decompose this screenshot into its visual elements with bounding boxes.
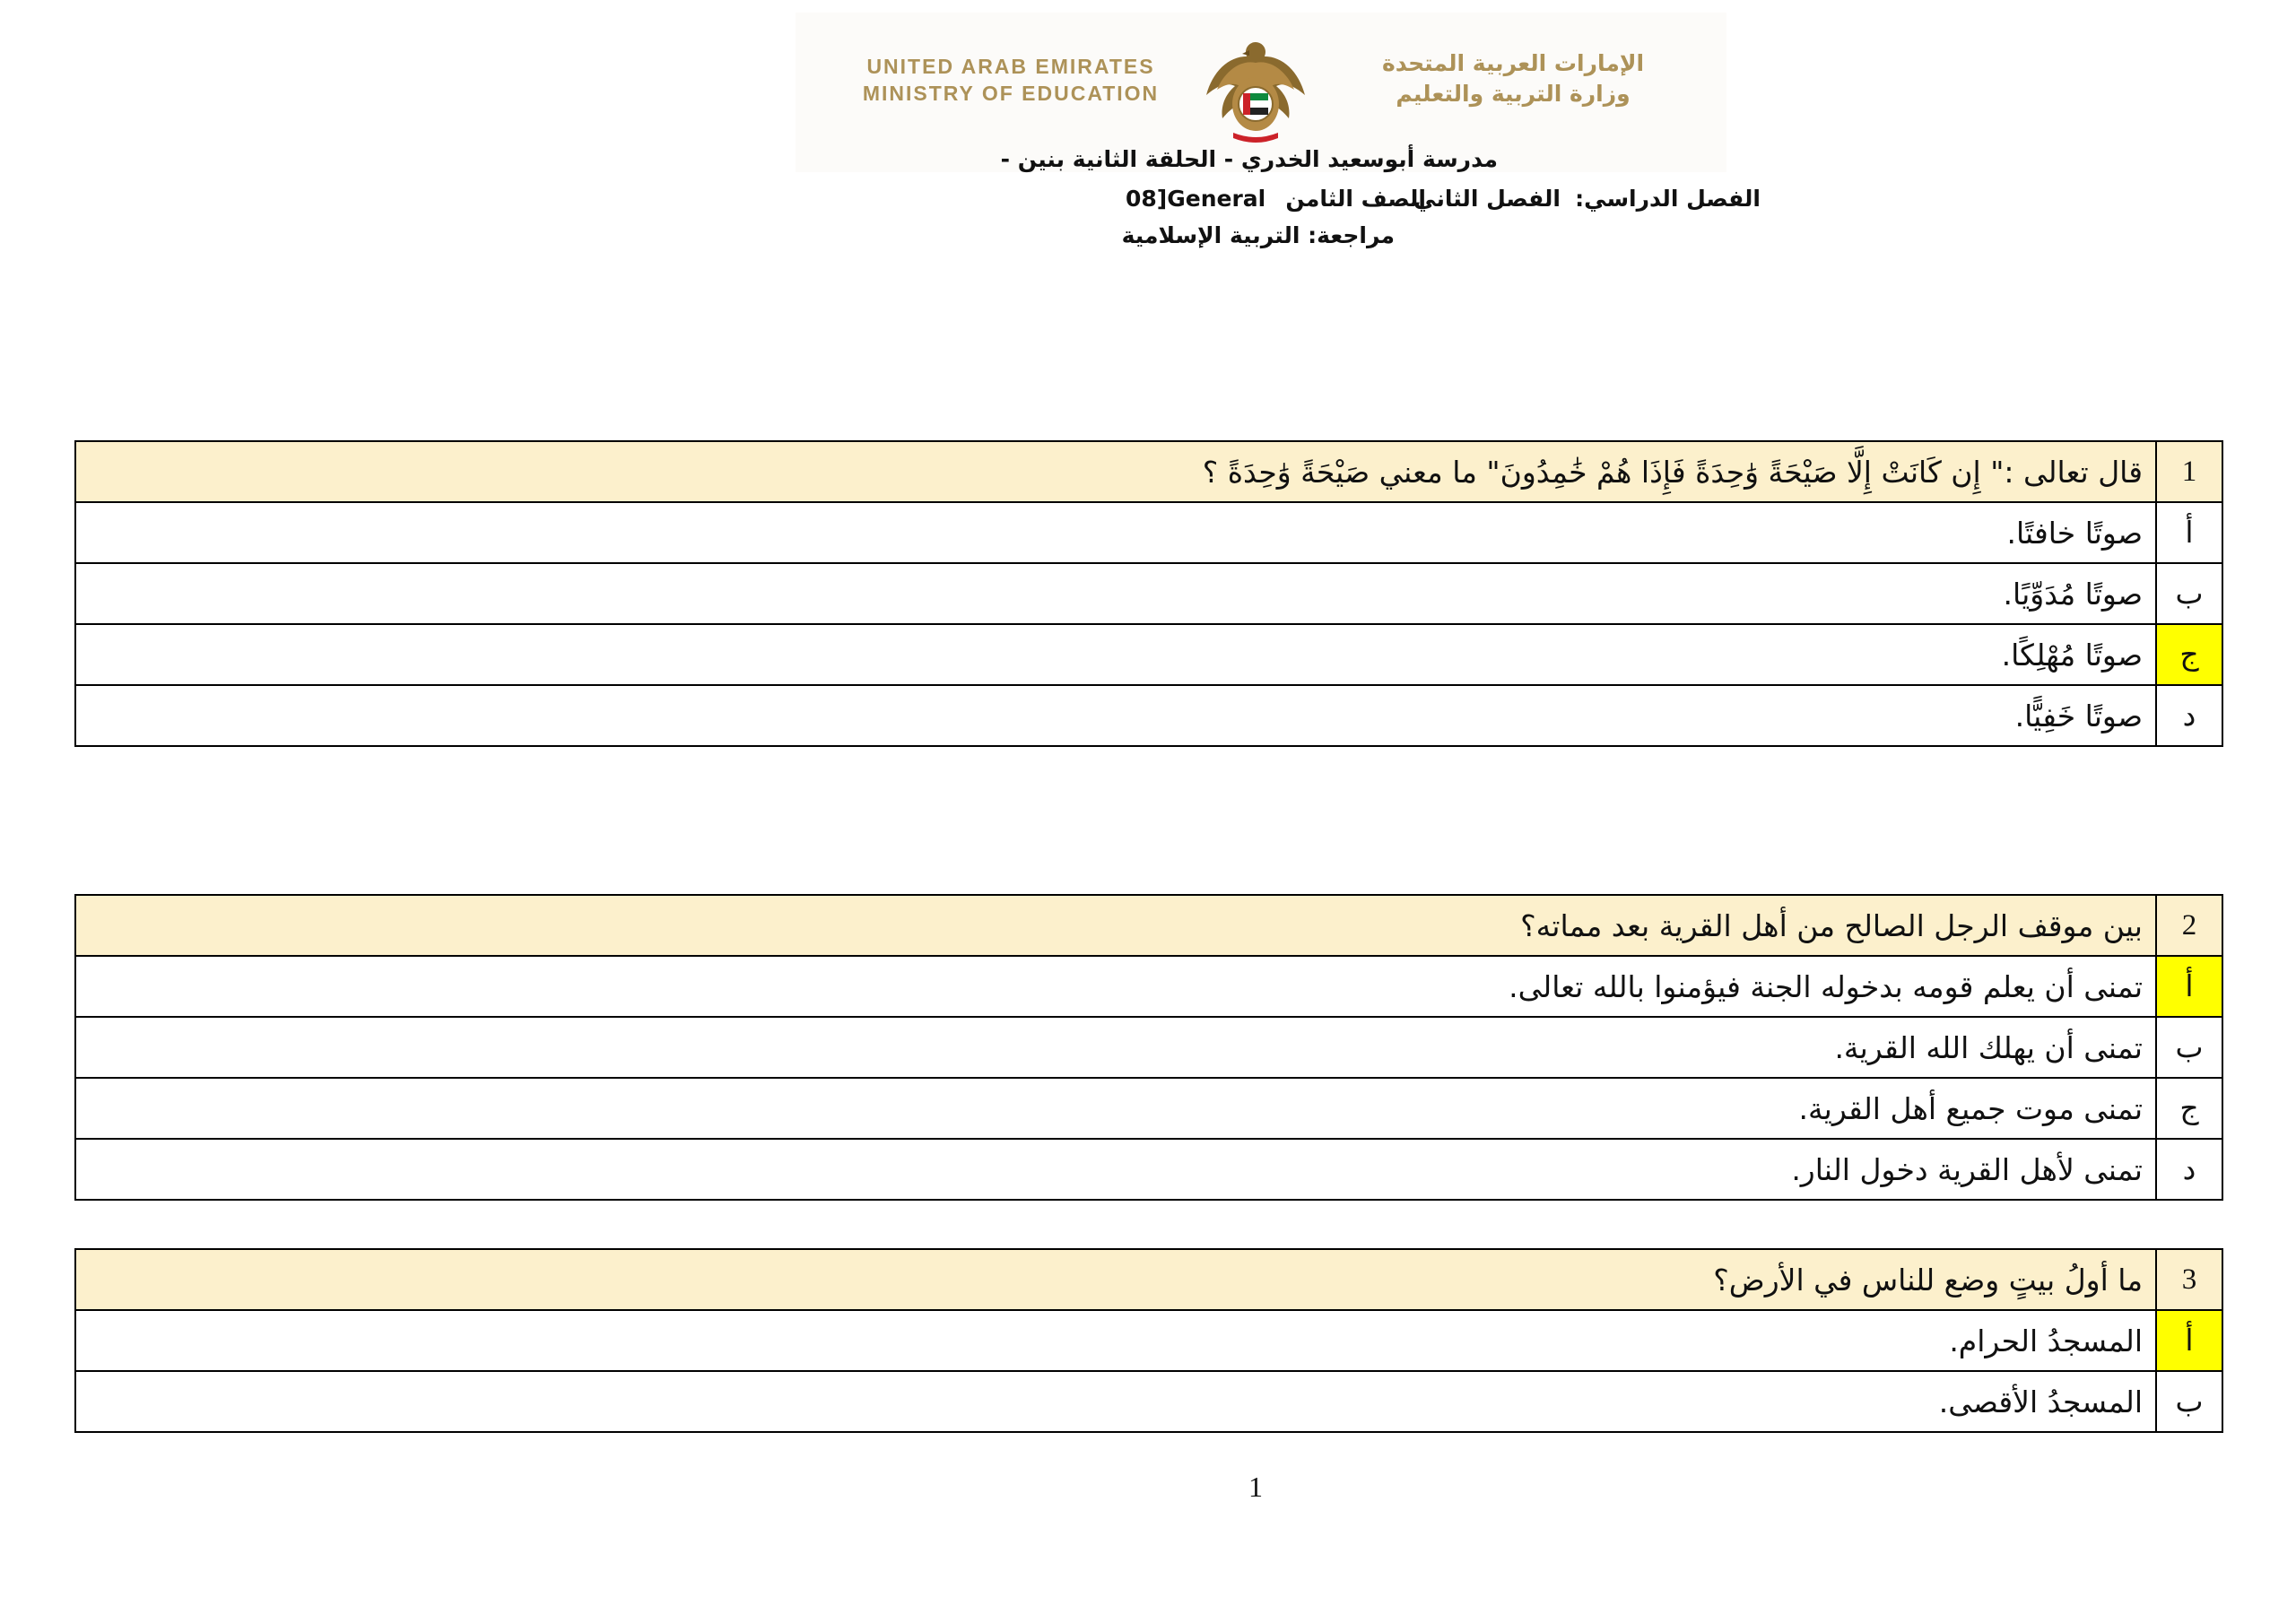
option-text: تمنى أن يهلك الله القرية. — [75, 1017, 2156, 1078]
grade-value: 08]General — [1126, 186, 1266, 212]
option-text: المسجدُ الأقصى. — [75, 1371, 2156, 1432]
school-name: مدرسة أبوسعيد الخدري - الحلقة الثانية بنين - — [1000, 146, 1498, 172]
option-row — [75, 956, 2222, 1017]
option-letter: د — [2156, 685, 2222, 746]
question-number: 1 — [2156, 441, 2222, 502]
option-letter-correct: ج — [2156, 624, 2222, 685]
question-number: 2 — [2156, 895, 2222, 956]
option-row — [75, 563, 2222, 624]
question-row — [75, 1249, 2222, 1310]
country-name-arabic: الإمارات العربية المتحدة — [1381, 50, 1645, 76]
option-row — [75, 1371, 2222, 1432]
option-letter: ب — [2156, 1017, 2222, 1078]
question-text: ما أولُ بيتٍ وضع للناس في الأرض؟ — [75, 1249, 2156, 1310]
review-subject: مراجعة: التربية الإسلامية — [1121, 222, 1395, 248]
term-label: الفصل الدراسي: — [1575, 186, 1761, 212]
option-row — [75, 1017, 2222, 1078]
page-number: 1 — [1248, 1471, 1263, 1503]
ministry-name-english — [831, 53, 1190, 107]
option-letter: ج — [2156, 1078, 2222, 1139]
country-name-english: UNITED ARAB EMIRATES — [866, 55, 1155, 78]
uae-emblem-icon — [1197, 32, 1314, 149]
option-text: صوتًا مُدَوِّيًا. — [75, 563, 2156, 624]
option-text: تمنى موت جميع أهل القرية. — [75, 1078, 2156, 1139]
option-row — [75, 624, 2222, 685]
question-text: بين موقف الرجل الصالح من أهل القرية بعد مماته؟ — [75, 895, 2156, 956]
option-letter: ب — [2156, 1371, 2222, 1432]
question-row — [75, 895, 2222, 956]
question-table-2 — [74, 894, 2223, 1201]
option-letter: د — [2156, 1139, 2222, 1200]
ministry-name-arabic — [1343, 48, 1683, 109]
option-letter: ب — [2156, 563, 2222, 624]
ministry-name-english-line: MINISTRY OF EDUCATION — [862, 82, 1160, 105]
question-table-1 — [74, 440, 2223, 747]
option-text: صوتًا مُهْلِكًا. — [75, 624, 2156, 685]
option-text: المسجدُ الحرام. — [75, 1310, 2156, 1371]
question-text: قال تعالى :" إِن كَانَتْ إِلَّا صَيْحَةً وَٰحِدَةً فَإِذَا هُمْ خَٰمِدُونَ" ما معني صَيْحَةً وَٰحِدَةً ؟ — [75, 441, 2156, 502]
option-row — [75, 1139, 2222, 1200]
question-table-3 — [74, 1248, 2223, 1433]
question-number: 3 — [2156, 1249, 2222, 1310]
question-row — [75, 441, 2222, 502]
option-row — [75, 1310, 2222, 1371]
option-text: صوتًا خَفِيًّا. — [75, 685, 2156, 746]
option-letter-correct: أ — [2156, 956, 2222, 1017]
option-letter-correct: أ — [2156, 1310, 2222, 1371]
option-row — [75, 1078, 2222, 1139]
term-value: الفصل الثاني — [1413, 186, 1561, 212]
option-text: تمنى لأهل القرية دخول النار. — [75, 1139, 2156, 1200]
option-text: تمنى أن يعلم قومه بدخوله الجنة فيؤمنوا بالله تعالى. — [75, 956, 2156, 1017]
option-row — [75, 685, 2222, 746]
option-row — [75, 502, 2222, 563]
grade-label: الصف الثامن — [1285, 186, 1426, 212]
option-text: صوتًا خافتًا. — [75, 502, 2156, 563]
ministry-name-arabic-line: وزارة التربية والتعليم — [1396, 81, 1631, 107]
option-letter: أ — [2156, 502, 2222, 563]
